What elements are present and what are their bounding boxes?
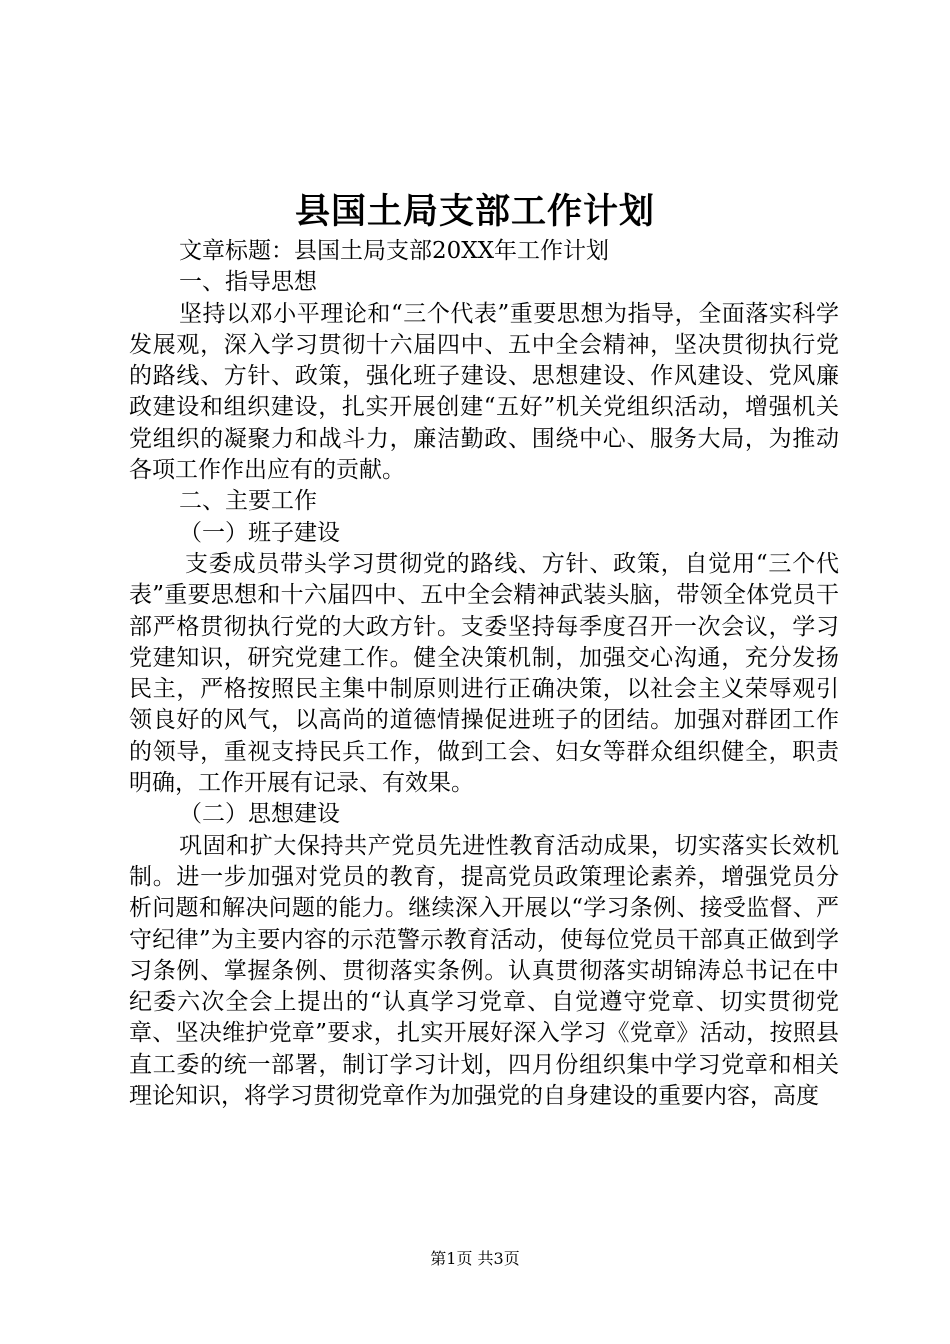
document-body <box>129 236 839 1112</box>
section-heading-main-work: 二、主要工作 <box>179 488 317 515</box>
paragraph-team-building: 支委成员带头学习贯彻党的路线、方针、政策，自觉用“三个代表”重要思想和十六届四中、五中全会精神武装头脑，带领全体党员干部严格贯彻执行党的大政方针。支委坚持每季度召开一次会议，学习党建知识，研究党建工作。健全决策机制，加强交心沟通，充分发扬民主，严格按照民主集中制原则进行正确决策，以社会主义荣辱观引领良好的风气，以高尚的道德情操促进班子的团结。加强对群团工作的领导，重视支持民兵工作，做到工会、妇女等群众组织健全，职责明确，工作开展有记录、有效果。 <box>129 550 839 797</box>
document-title: 县国土局支部工作计划 <box>294 191 655 232</box>
page-footer: 第1页 共3页 <box>430 1249 520 1268</box>
subsection-heading-team-building: （一）班子建设 <box>179 519 340 546</box>
subsection-heading-ideological-building: （二）思想建设 <box>179 801 340 828</box>
section-heading-guiding-ideology: 一、指导思想 <box>179 269 317 296</box>
article-title-line: 文章标题：县国土局支部20XX年工作计划 <box>179 238 610 264</box>
paragraph-ideological-building: 巩固和扩大保持共产党员先进性教育活动成果，切实落实长效机制。进一步加强对党员的教育，提高党员政策理论素养，增强党员分析问题和解决问题的能力。继续深入开展以“学习条例、接受监督、严守纪律”为主要内容的示范警示教育活动，使每位党员干部真正做到学习条例、掌握条例、贯彻落实条例。认真贯彻落实胡锦涛总书记在中纪委六次全会上提出的“认真学习党章、自觉遵守党章、切实贯彻党章、坚决维护党章”要求，扎实开展好深入学习《党章》活动，按照县直工委的统一部署，制订学习计划，四月份组织集中学习党章和相关理论知识，将学习贯彻党章作为加强党的自身建设的重要内容，高度 <box>129 832 839 1110</box>
paragraph-guiding-ideology: 坚持以邓小平理论和“三个代表”重要思想为指导，全面落实科学发展观，深入学习贯彻十六届四中、五中全会精神，坚决贯彻执行党的路线、方针、政策，强化班子建设、思想建设、作风建设、党风廉政建设和组织建设，扎实开展创建“五好”机关党组织活动，增强机关党组织的凝聚力和战斗力，廉洁勤政、围绕中心、服务大局，为推动各项工作作出应有的贡献。 <box>129 300 839 484</box>
